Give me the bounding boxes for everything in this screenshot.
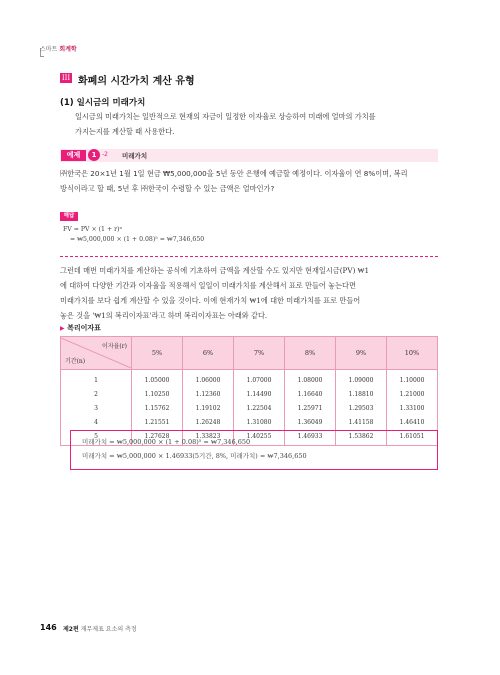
table-cell: 1.08000: [285, 370, 336, 388]
period-cell: 1: [61, 370, 132, 388]
table-cell: 1.09000: [336, 370, 387, 388]
table-cell: 1.05000: [132, 370, 183, 388]
table-title: [60, 323, 101, 333]
part-label: 제2편: [63, 626, 79, 633]
table-cell: 1.31080: [234, 415, 285, 429]
table-cell: 1.40255: [234, 429, 285, 446]
table-cell: 1.46933: [285, 429, 336, 446]
table-cell: 1.12360: [183, 387, 234, 401]
example-sub: -2: [102, 151, 108, 158]
table-column-header: 9%: [336, 337, 387, 370]
table-cell: 1.16640: [285, 387, 336, 401]
table-column-header: 6%: [183, 337, 234, 370]
body-line-1: 그런데 매번 미래가치를 계산하는 공식에 기초하여 금액을 계산할 수도 있지만 현재일시금(PV) ₩1: [60, 266, 370, 275]
table-cell: 1.29503: [336, 401, 387, 415]
running-header: [40, 44, 77, 53]
subsection-title: (1) 일시금의 미래가치: [60, 98, 146, 108]
period-axis-label: 기간(n): [65, 358, 86, 365]
example-number: 1: [88, 149, 100, 161]
intro-line-2: 가지는지를 계산할 때 사용한다.: [75, 127, 175, 136]
part-title: [63, 624, 137, 633]
body-line-3: 미래가치를 보다 쉽게 계산할 수 있을 것이다. 이에 현재가치 ₩1에 대한 미래가치를 표로 만들어: [60, 296, 361, 305]
example-bar: [60, 149, 438, 162]
table-cell: 1.53862: [336, 429, 387, 446]
formula-box: [70, 430, 438, 470]
table-cell: 1.26248: [183, 415, 234, 429]
table-cell: 1.25971: [285, 401, 336, 415]
table-cell: 1.33823: [183, 429, 234, 446]
question-line-2: 방식이라고 할 때, 5년 후 ㈜한국이 수령할 수 있는 금액은 얼마인가?: [60, 184, 275, 193]
table-cell: 1.36049: [285, 415, 336, 429]
table-cell: 1.10250: [132, 387, 183, 401]
table-cell: 1.10000: [387, 370, 438, 388]
rate-axis-label: 이자율(r): [102, 343, 127, 350]
question-line-1: ㈜한국은 20×1년 1월 1일 현금 ₩5,000,000을 5년 동안 은행에 예금할 예정이다. 이자율이 연 8%이며, 복리: [60, 169, 408, 178]
part-title-text: 재무제표 요소의 측정: [80, 626, 137, 633]
table-cell: 1.14490: [234, 387, 285, 401]
table-row: [61, 387, 438, 401]
table-corner-cell: [61, 337, 132, 370]
table-cell: 1.21551: [132, 415, 183, 429]
table-cell: 1.41158: [336, 415, 387, 429]
formula-line-2: 미래가치 = ₩5,000,000 × 1.46933(5기간, 8%, 미래가치) = ₩7,346,650: [82, 452, 307, 460]
page-number: 146: [40, 623, 57, 632]
example-label: 예제: [61, 150, 86, 161]
period-cell: 3: [61, 401, 132, 415]
table-cell: 1.33100: [387, 401, 438, 415]
table-cell: 1.15762: [132, 401, 183, 415]
triangle-icon: ▶: [60, 325, 65, 332]
table-column-header: 10%: [387, 337, 438, 370]
table-cell: 1.18810: [336, 387, 387, 401]
table-cell: 1.06000: [183, 370, 234, 388]
formula-line-1: 미래가치 = ₩5,000,000 × (1 + 0.08)⁵ = ₩7,346,650: [82, 438, 251, 446]
table-row: [61, 370, 438, 388]
header-title: 회계학: [59, 46, 77, 53]
period-cell: 5: [61, 429, 132, 446]
answer-badge: 해답: [60, 212, 78, 221]
table-column-header: 7%: [234, 337, 285, 370]
table-cell: 1.19102: [183, 401, 234, 415]
header-prefix: 스마트: [40, 46, 58, 53]
table-header-row: [61, 337, 438, 370]
table-title-text: 복리이자표: [67, 324, 101, 332]
intro-line-1: 일시금의 미래가치는 일반적으로 현재의 자금이 일정한 이자율로 상승하여 미래에 얼마의 가치를: [75, 112, 376, 121]
table-cell: 1.07000: [234, 370, 285, 388]
table-column-header: 5%: [132, 337, 183, 370]
section-badge: III: [61, 74, 71, 82]
answer-formula-1: FV = PV × (1 + r)ⁿ: [63, 226, 123, 233]
table-cell: 1.21000: [387, 387, 438, 401]
table-cell: 1.27628: [132, 429, 183, 446]
table-row: [61, 415, 438, 429]
table-cell: 1.46410: [387, 415, 438, 429]
body-line-4: 놓은 것을 '₩1의 복리이자표'라고 하며 복리이자표는 아래와 같다.: [60, 311, 268, 320]
table-column-header: 8%: [285, 337, 336, 370]
answer-formula-2: = ₩5,000,000 × (1 + 0.08)⁵ = ₩7,346,650: [70, 236, 205, 243]
period-cell: 4: [61, 415, 132, 429]
example-name: 미래가치: [122, 152, 148, 160]
table-cell: 1.61051: [387, 429, 438, 446]
period-cell: 2: [61, 387, 132, 401]
table-cell: 1.22504: [234, 401, 285, 415]
section-title: 화폐의 시간가치 계산 유형: [78, 76, 195, 87]
body-line-2: 에 대하여 다양한 기간과 이자율을 적용해서 일일이 미래가치를 계산해서 표로 만들어 놓는다면: [60, 281, 356, 290]
section-divider: [60, 256, 438, 257]
table-row: [61, 401, 438, 415]
